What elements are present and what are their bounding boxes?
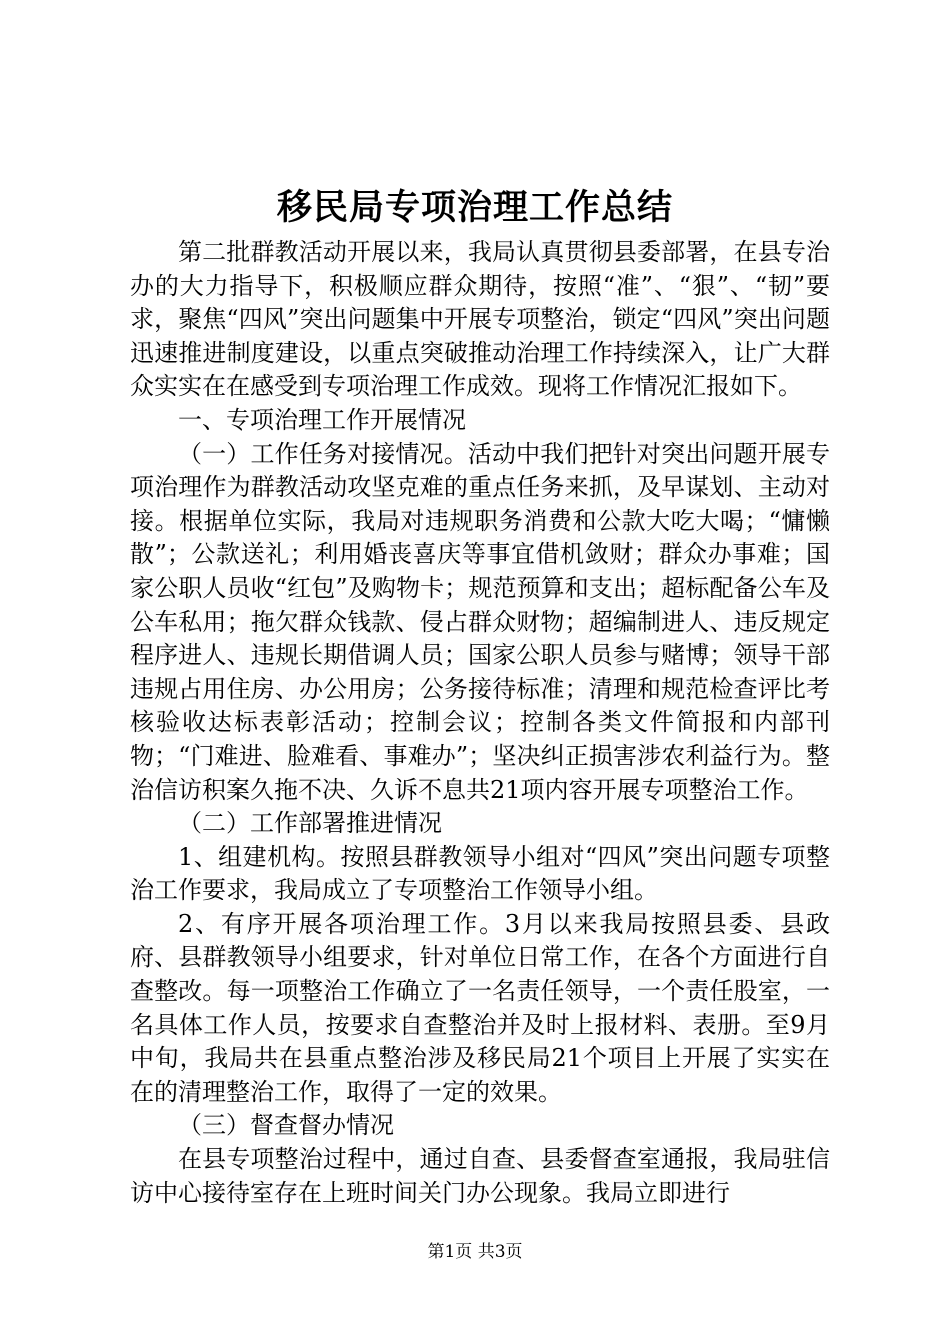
page-number-footer: 第1页 共3页	[427, 1242, 523, 1262]
document-title: 移民局专项治理工作总结	[276, 187, 673, 228]
subsection-paragraph-1: （一）工作任务对接情况。活动中我们把针对突出问题开展专项治理作为群教活动攻坚克难的重点任务来抓，及早谋划、主动对接。根据单位实际，我局对违规职务消费和公款大吃大喝；“慵懒散”；公款送礼；利用婚丧喜庆等事宜借机敛财；群众办事难；国家公职人员收“红包”及购物卡；规范预算和支出；超标配备公车及公车私用；拖欠群众钱款、侵占群众财物；超编制进人、违反规定程序进人、违规长期借调人员；国家公职人员参与赌博；领导干部违规占用住房、办公用房；公务接待标准；清理和规范检查评比考核验收达标表彰活动；控制会议；控制各类文件简报和内部刊物；“门难进、脸难看、事难办”；坚决纠正损害涉农利益行为。整治信访积案久拖不决、久诉不息共21项内容开展专项整治工作。	[130, 439, 830, 804]
intro-paragraph: 第二批群教活动开展以来，我局认真贯彻县委部署，在县专治办的大力指导下，积极顺应群众期待，按照“准”、“狠”、“韧”要求，聚焦“四风”突出问题集中开展专项整治，锁定“四风”突出问题迅速推进制度建设，以重点突破推动治理工作持续深入，让广大群众实实在在感受到专项治理工作成效。现将工作情况汇报如下。	[130, 238, 830, 401]
section-heading-1: 一、专项治理工作开展情况	[178, 405, 466, 434]
item-paragraph-1: 1、组建机构。按照县群教领导小组对“四风”突出问题专项整治工作要求，我局成立了专项整治工作领导小组。	[130, 842, 830, 905]
document-body	[130, 236, 830, 1210]
subsection-heading-2: （二）工作部署推进情况	[178, 809, 442, 838]
item-paragraph-2: 2、有序开展各项治理工作。3月以来我局按照县委、县政府、县群教领导小组要求，针对单位日常工作，在各个方面进行自查整改。每一项整治工作确立了一名责任领导，一个责任股室，一名具体工作人员，按要求自查整治并及时上报材料、表册。至9月中旬，我局共在县重点整治涉及移民局21个项目上开展了实实在在的清理整治工作，取得了一定的效果。	[130, 909, 830, 1106]
subsection-heading-3: （三）督查督办情况	[178, 1111, 394, 1140]
supervision-paragraph: 在县专项整治过程中，通过自查、县委督查室通报，我局驻信访中心接待室存在上班时间关门办公现象。我局立即进行	[130, 1145, 830, 1207]
